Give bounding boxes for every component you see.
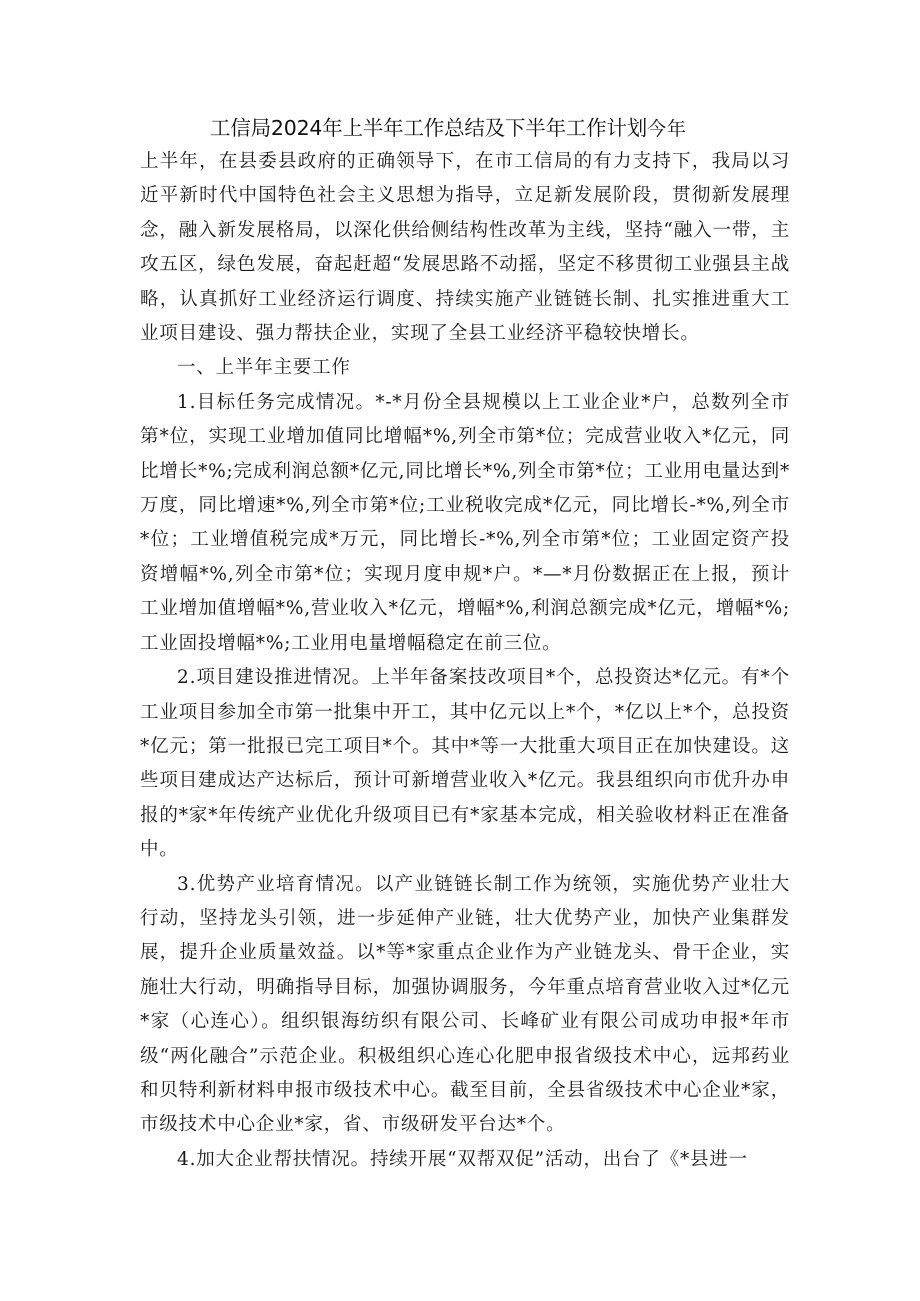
intro-lead-in: 今年 <box>647 118 687 140</box>
section-heading: 一、上半年主要工作 <box>177 357 351 379</box>
title-line <box>210 112 790 145</box>
paragraph-industries: 3.优势产业培育情况。以产业链链长制工作为统领，实施优势产业壮大行动，坚持龙头引领，进一步延伸产业链，壮大优势产业，加快产业集群发展，提升企业质量效益。以*等*家重点企业作为产业链龙头、骨干企业，实施壮大行动，明确指导目标，加强协调服务，今年重点培育营业收入过*亿元*家（心连心）。组织银海纺织有限公司、长峰矿业有限公司成功申报*年市级“两化融合”示范企业。积极组织心连心化肥申报省级技术中心，远邦药业和贝特利新材料申报市级技术中心。截至目前，全县省级技术中心企业*家，市级技术中心企业*家，省、市级研发平台达*个。 <box>140 873 790 1136</box>
paragraph-targets: 1.目标任务完成情况。*-*月份全县规模以上工业企业*户，总数列全市第*位，实现工业增加值同比增幅*%,列全市第*位；完成营业收入*亿元，同比增长*%;完成利润总额*亿元,同比增长*%,列全市第*位；工业用电量达到*万度，同比增速*%,列全市第*位;工业税收完成*亿元，同比增长-*%,列全市*位；工业增值税完成*万元，同比增长-*%,列全市第*位；工业固定资产投资增幅*%,列全市第*位；实现月度申规*户。*—*月份数据正在上报，预计工业增加值增幅*%,营业收入*亿元，增幅*%,利润总额完成*亿元，增幅*%;工业固投增幅*%;工业用电量增幅稳定在前三位。 <box>140 391 790 654</box>
document-page <box>140 112 790 1177</box>
paragraph-projects: 2.项目建设推进情况。上半年备案技改项目*个，总投资达*亿元。有*个工业项目参加全市第一批集中开工，其中亿元以上*个，*亿以上*个，总投资*亿元；第一批报已完工项目*个。其中*等一大批重大项目正在加快建设。这些项目建成达产达标后，预计可新增营业收入*亿元。我县组织向市优升办申报的*家*年传统产业优化升级项目已有*家基本完成，相关验收材料正在准备中。 <box>140 667 790 861</box>
paragraph-enterprise-support: 4.加大企业帮扶情况。持续开展“双帮双促”活动，出台了《*县进一 <box>177 1148 748 1170</box>
document-title: 工信局2024年上半年工作总结及下半年工作计划 <box>210 116 648 140</box>
intro-paragraph: 上半年，在县委县政府的正确领导下，在市工信局的有力支持下，我局以习近平新时代中国特色社会主义思想为指导，立足新发展阶段，贯彻新发展理念，融入新发展格局，以深化供给侧结构性改革为主线，坚持“融入一带，主攻五区，绿色发展，奋起赶超“发展思路不动摇，坚定不移贯彻工业强县主战略，认真抓好工业经济运行调度、持续实施产业链链长制、扎实推进重大工业项目建设、强力帮扶企业，实现了全县工业经济平稳较快增长。 <box>140 151 790 345</box>
